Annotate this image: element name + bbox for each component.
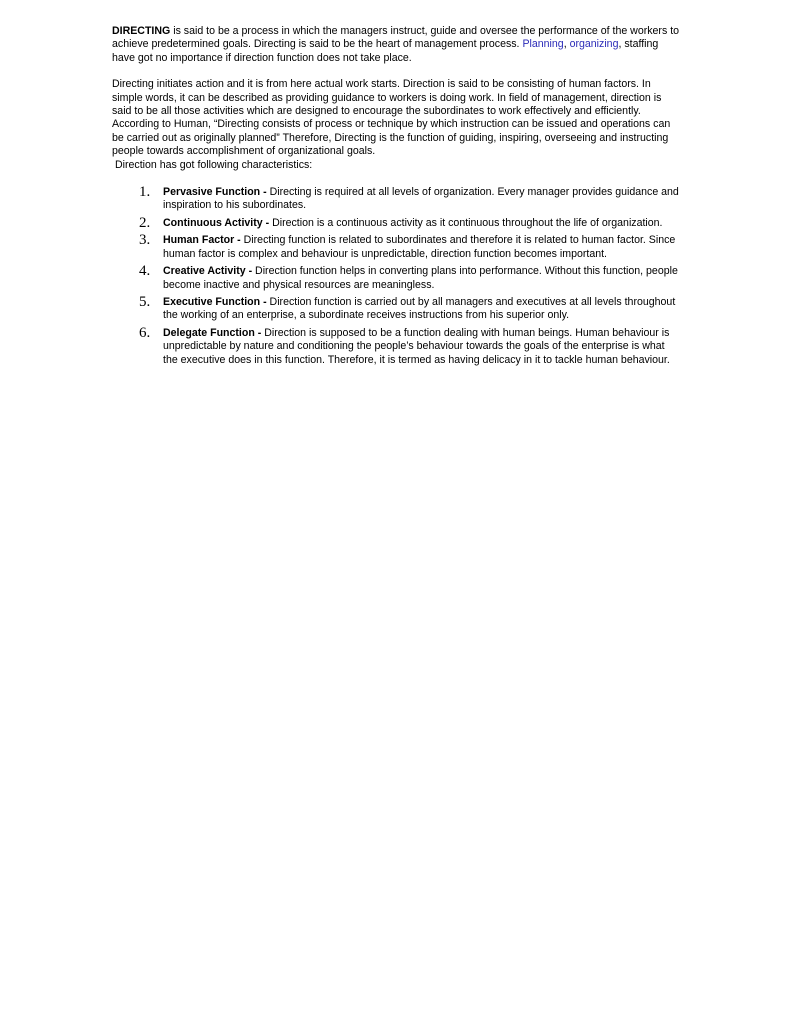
- list-item: [112, 324, 682, 367]
- list-number: 1.: [139, 184, 151, 201]
- list-term: Delegate Function -: [163, 326, 265, 339]
- list-item: [112, 186, 682, 213]
- characteristics-list: [112, 186, 682, 367]
- list-item: [112, 234, 682, 261]
- organizing-link[interactable]: organizing: [569, 38, 619, 51]
- body-paragraph: Directing initiates action and it is from here actual work starts. Direction is said to be consisting of human factors. In simple words, it can be described as providing guidance to workers is doing work. In field of management, direction is said to be all those activities which are designed to encourage the subordinates to work effectively and efficiently. According to Human, “Directing consists of process or technique by which instruction can be issued and operations can be carried out as originally planned” Therefore, Directing is the function of guiding, inspiring, overseeing and instructing people towards accomplishment of organizational goals.: [112, 78, 671, 158]
- list-number: 6.: [139, 324, 151, 341]
- intro-paragraph: [112, 25, 682, 65]
- link-separator: ,: [563, 38, 570, 51]
- list-item: [112, 265, 682, 292]
- list-text: Directing is required at all levels of organization. Every manager provides guidance and inspiration to his subordinates.: [163, 186, 679, 212]
- list-term: Creative Activity -: [163, 265, 256, 278]
- list-term: Human Factor -: [163, 234, 244, 247]
- planning-link[interactable]: Planning: [522, 38, 564, 51]
- list-term: Executive Function -: [163, 295, 270, 308]
- list-text: Direction is a continuous activity as it continuous throughout the life of organization.: [272, 216, 663, 229]
- list-item: [112, 293, 682, 323]
- list-number: 3.: [139, 232, 151, 249]
- document-page: [112, 25, 682, 371]
- list-term: Pervasive Function -: [163, 186, 270, 199]
- list-text: Direction is supposed to be a function dealing with human beings. Human behaviour is unpredictable by nature and conditioning the people’s behaviour towards the goals of the enterprise is what the executive does in this function. Therefore, it is termed as having delicacy in it to tackle human behaviour.: [163, 326, 670, 366]
- list-number: 2.: [139, 214, 151, 231]
- directing-heading-term: DIRECTING: [112, 25, 171, 37]
- list-text: Direction function is carried out by all managers and executives at all levels throughout the working of an enterprise, a subordinate receives instructions from his superior only.: [163, 295, 676, 322]
- list-number: 5.: [139, 293, 151, 310]
- list-term: Continuous Activity -: [163, 216, 273, 229]
- characteristics-intro: Direction has got following characteristics:: [115, 158, 313, 171]
- list-item: [112, 214, 682, 231]
- intro-text: is said to be a process in which the managers instruct, guide and oversee the performance of the workers to achieve predetermined goals. Directing is said to be the heart of management process.: [112, 25, 680, 51]
- list-text: Direction function helps in converting plans into performance. Without this function, people become inactive and physical resources are meaningless.: [163, 265, 678, 291]
- list-text: Directing function is related to subordinates and therefore it is related to human factor. Since human factor is complex and behaviour is unpredictable, direction function becomes important.: [163, 234, 676, 260]
- intro-text-end: , staffing have got no importance if direction function does not take place.: [112, 38, 659, 64]
- list-number: 4.: [139, 263, 151, 280]
